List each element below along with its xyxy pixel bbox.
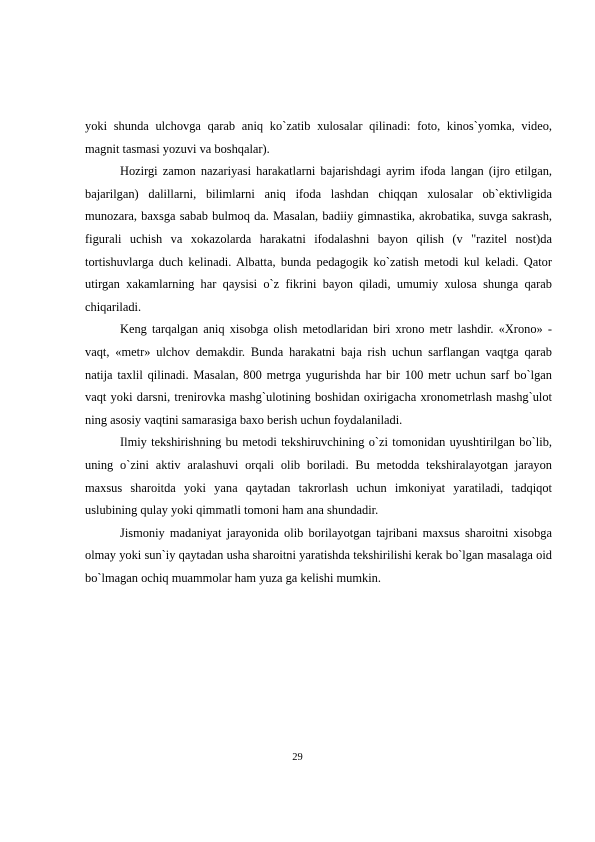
paragraph-continuation: yoki shunda ulchovga qarab aniq ko`zatib xulosalar qilinadi: foto, kinos`yomka, video, magnit tasmasi yozuvi va boshqalar).	[85, 119, 552, 156]
paragraph-physical-culture: Jismoniy madaniyat jarayonida olib borilayotgan tajribani maxsus sharoitni xisobga olmay yoki sun`iy qaytadan usha sharoitni yaratishda tekshirilishi kerak bo`lgan masalaga oid bo`lmagan ochiq muammolar ham yuza ga kelishi mumkin.	[85, 525, 552, 585]
body-text	[85, 115, 552, 589]
page-number: 29	[292, 752, 303, 763]
paragraph-modern-theory: Hozirgi zamon nazariyasi harakatlarni bajarishdagi ayrim ifoda langan (ijro etilgan, bajarilgan) dalillarni, bilimlarni aniq ifoda lashdan chiqqan xulosalar ob`ektivligida munozara, baxsga sabab bulmoq da. Masalan, badiiy gimnastika, akrobatika, suvga sakrash, figurali uchish va xokazolarda harakatni ifodalashni bayon qilish (v "razitel nost)da tortishuvlarga duch kelinadi. Albatta, bunda pedagogik ko`zatish metodi kul keladi. Qator utirgan xakamlarning har qaysisi o`z fikrini bayon qiladi, umumiy xulosa shunga qarab chiqariladi.	[85, 164, 552, 314]
paragraph-research-method: Ilmiy tekshirishning bu metodi tekshiruvchining o`zi tomonidan uyushtirilgan bo`lib, uning o`zini aktiv aralashuvi orqali olib boriladi. Bu metodda tekshiralayotgan jarayon maxsus sharoitda yoki yana qaytadan takrorlash uchun imkoniyat yaratiladi, tadqiqot uslubining qulay yoki qimmatli tomoni ham ana shundadir.	[85, 435, 552, 518]
paragraph-chronometry: Keng tarqalgan aniq xisobga olish metodlaridan biri xrono metr lashdir. «Xrono» - vaqt, «metr» ulchov demakdir. Bunda harakatni baja rish uchun sarflangan vaqtga qarab natija taxlil qilinadi. Masalan, 800 metrga yugurishda har bir 100 metr uchun sarf bo`lgan vaqt yoki darsni, trenirovka mashg`ulotining boshidan oxirigacha xronometrlash mashg`ulot ning asosiy vaqtini samarasiga baxo berish uchun foydalaniladi.	[85, 322, 552, 427]
